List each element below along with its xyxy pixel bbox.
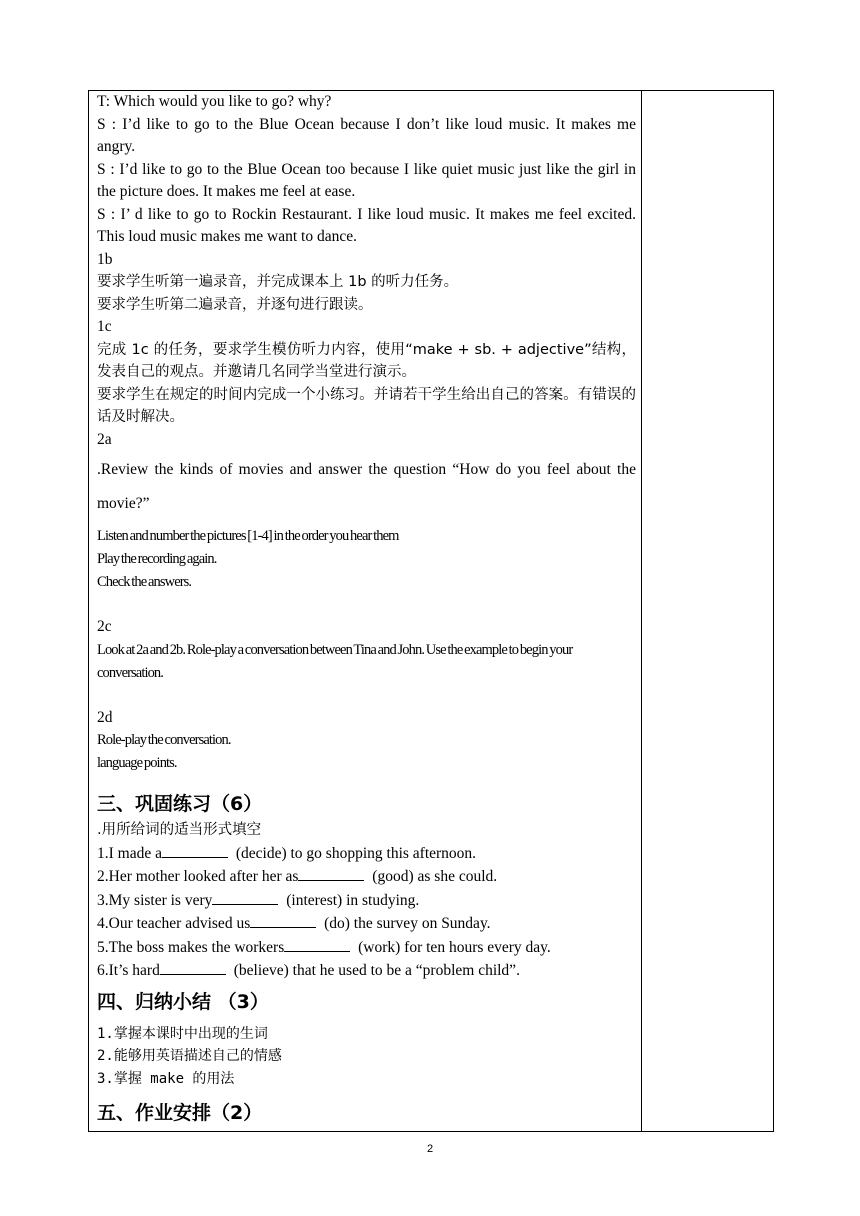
step-2a-review: .Review the kinds of movies and answer the question “How do you feel about the movie?” [97, 461, 636, 512]
summary-item: 1.掌握本课时中出现的生词 [97, 1025, 268, 1042]
step-2a-play: Play the recording again. [97, 551, 217, 567]
step-2a-listen: Listen and number the pictures [1-4] in the order you hear them [97, 528, 399, 544]
exercise-item: 2.Her mother looked after her as (good) as she could. [97, 865, 636, 889]
step-label-2c: 2c [97, 618, 112, 635]
summary-item: 2.能够用英语描述自己的情感 [97, 1048, 282, 1064]
exercise-item: 5.The boss makes the workers (work) for ten hours every day. [97, 936, 636, 960]
step-2d-roleplay: Role-play the conversation. [97, 732, 231, 748]
exercise-item: 4.Our teacher advised us (do) the survey on Sunday. [97, 912, 636, 936]
student-answer-2: S : I’d like to go to the Blue Ocean too because I like quiet music just like the girl in the picture does. It makes me feel at ease. [97, 160, 636, 200]
step-label-1b: 1b [97, 250, 113, 268]
lesson-content-cell [97, 91, 636, 1128]
step-1c-text-2: 要求学生在规定的时间内完成一个小练习。并请若干学生给出自己的答案。有错误的话及时解决。 [97, 386, 636, 425]
step-2c-text: Look at 2a and 2b. Role-play a conversation between Tina and John. Use the example to begin your conversation. [97, 641, 573, 681]
exercise-item: 1.I made a (decide) to go shopping this afternoon. [97, 842, 636, 866]
student-answer-1: S : I’d like to go to the Blue Ocean because I don’t like loud music. It makes me angry. [97, 115, 636, 155]
section-5-heading: 五、作业安排（2） [97, 1102, 263, 1124]
step-label-1c: 1c [97, 318, 112, 335]
step-2d-points: language points. [97, 755, 177, 771]
page-number: 2 [426, 1143, 434, 1155]
exercise-instruction: .用所给词的适当形式填空 [97, 822, 262, 838]
section-3-heading: 三、巩固练习（6） [97, 793, 263, 815]
step-label-2d: 2d [97, 708, 113, 726]
step-label-2a: 2a [97, 430, 112, 448]
exercise-item: 3.My sister is very (interest) in studying. [97, 889, 636, 913]
student-answer-3: S : I’ d like to go to Rockin Restaurant. I like loud music. It makes me feel excited. This loud music makes me want to dance. [97, 205, 636, 245]
exercise-item: 6.It’s hard (believe) that he used to be a “problem child”. [97, 959, 636, 983]
teacher-question: T: Which would you like to go? why? [97, 93, 332, 110]
step-1b-text-2: 要求学生听第二遍录音，并逐句进行跟读。 [97, 296, 373, 313]
summary-item: 3.掌握 make 的用法 [97, 1070, 235, 1087]
table-column-divider [641, 90, 642, 1132]
step-1b-text-1: 要求学生听第一遍录音，并完成课本上 1b 的听力任务。 [97, 274, 459, 290]
step-1c-text-1: 完成 1c 的任务，要求学生模仿听力内容，使用“make + sb. + adjective”结构，发表自己的观点。并邀请几名同学当堂进行演示。 [97, 341, 636, 380]
step-2a-check: Check the answers. [97, 574, 192, 590]
section-4-heading: 四、归纳小结 （3） [97, 990, 269, 1013]
